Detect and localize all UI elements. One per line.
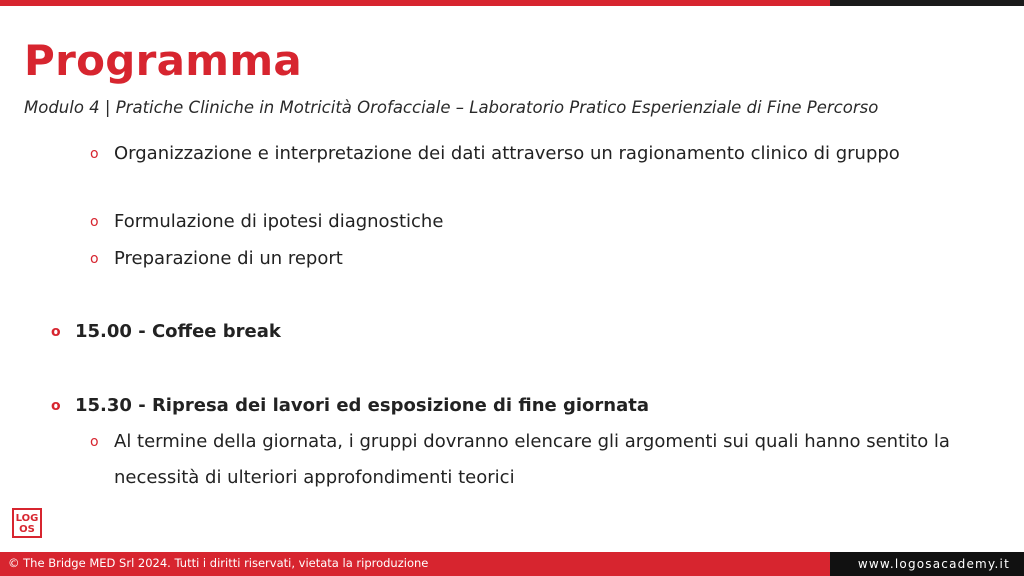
list-item-text: 15.00 - Coffee break (75, 321, 281, 342)
logos-logo (12, 508, 42, 538)
slide-subtitle: Modulo 4 | Pratiche Cliniche in Motricità Orofacciale – Laboratorio Pratico Esperienziale di Fine Percorso (24, 98, 879, 117)
list-item-text: 15.30 - Ripresa dei lavori ed esposizione di fine giornata (75, 395, 650, 416)
list-item (90, 424, 974, 496)
list-item (90, 136, 974, 172)
list-item-text: Formulazione di ipotesi diagnostiche (114, 211, 444, 232)
list-item (51, 314, 975, 350)
logo-line-2: OS (19, 524, 35, 535)
list-item (90, 241, 974, 277)
bullet-icon: o (51, 324, 61, 340)
bullet-icon: o (90, 251, 99, 267)
footer-website-bar (830, 552, 1024, 576)
list-item-text: Al termine della giornata, i gruppi dovranno elencare gli argomenti sui quali hanno sentito la necessità di ulteriori approfondimenti teorici (114, 431, 950, 488)
list-item-text: Preparazione di un report (114, 248, 343, 269)
bullet-icon: o (90, 214, 99, 230)
list-item (51, 388, 975, 424)
logo-line-1: LOG (15, 513, 39, 524)
copyright-text: © The Bridge MED Srl 2024. Tutti i diritti riservati, vietata la riproduzione (8, 556, 429, 570)
bullet-icon: o (90, 434, 99, 450)
list-item (90, 204, 974, 240)
bullet-icon: o (90, 146, 99, 162)
list-item-text: Organizzazione e interpretazione dei dati attraverso un ragionamento clinico di gruppo (114, 143, 900, 164)
website-link[interactable]: www.logosacademy.it (857, 557, 1010, 571)
slide-title: Programma (24, 36, 303, 85)
footer-bar (0, 552, 830, 576)
bullet-icon: o (51, 398, 61, 414)
